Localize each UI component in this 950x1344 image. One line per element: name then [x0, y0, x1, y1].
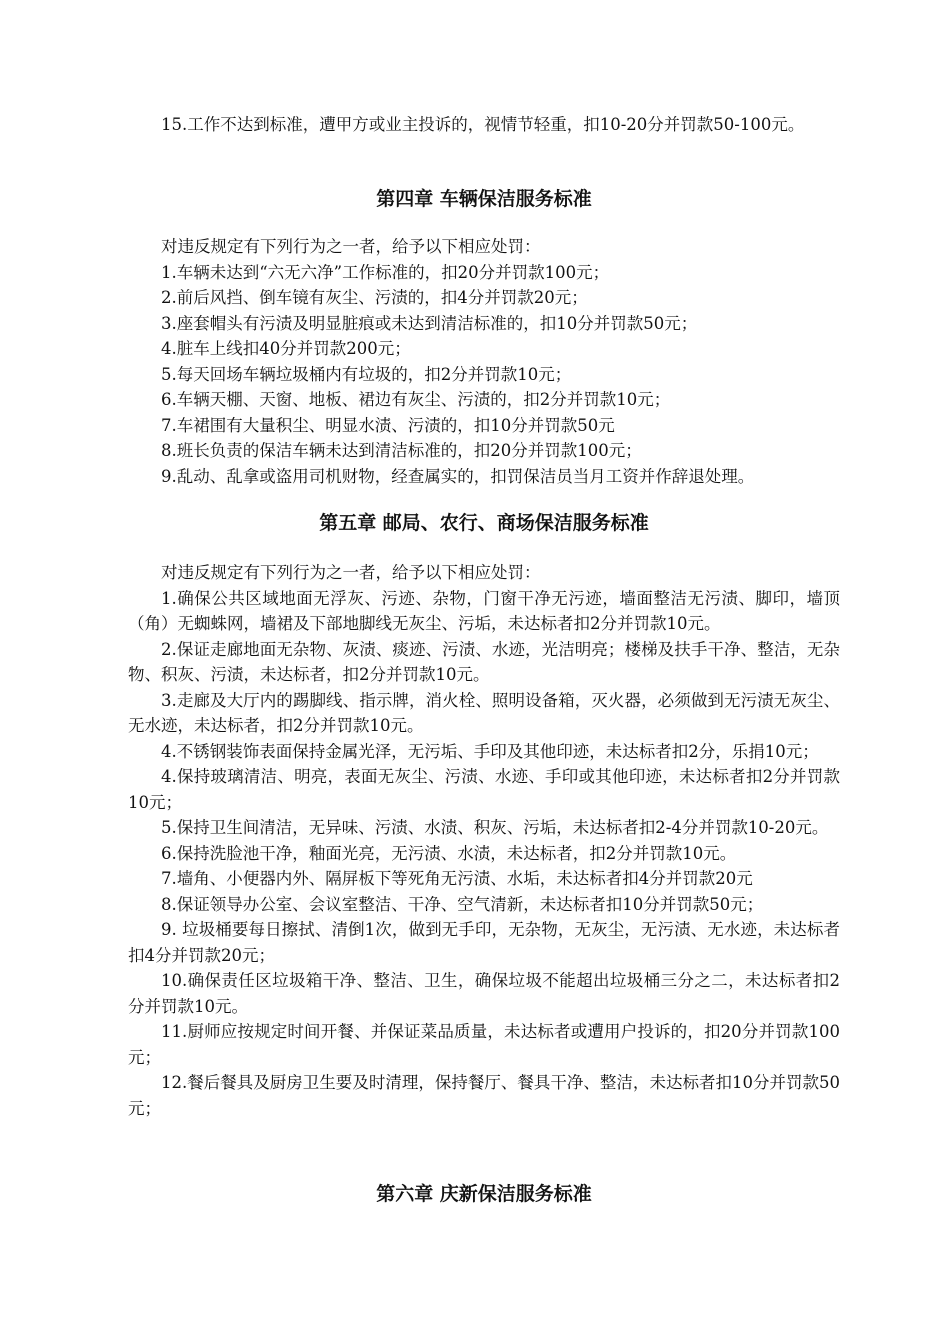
chapter4-item: 1.车辆未达到“六无六净”工作标准的，扣20分并罚款100元；: [161, 262, 610, 282]
chapter5-item: 5.保持卫生间清洁，无异味、污渍、水渍、积灰、污垢，未达标者扣2-4分并罚款10-20元。: [161, 818, 829, 837]
chapter6-title: 第六章 庆新保洁服务标准: [376, 1183, 592, 1205]
chapter4-item: 7.车裙围有大量积尘、明显水渍、污渍的，扣10分并罚款50元: [161, 415, 615, 435]
chapter5-item: 7.墙角、小便器内外、隔屏板下等死角无污渍、水垢，未达标者扣4分并罚款20元: [161, 869, 753, 888]
chapter5-item: 11.厨师应按规定时间开餐、并保证菜品质量，未达标者或遭用户投诉的，扣20分并罚款100元；: [128, 1022, 840, 1067]
chapter5-heading-wrap: [128, 509, 840, 537]
item-15: 15.工作不达到标准，遭甲方或业主投诉的，视情节轻重，扣10-20分并罚款50-100元。: [161, 115, 805, 134]
chapter4-item: 2.前后风挡、倒车镜有灰尘、污渍的，扣4分并罚款20元；: [161, 288, 588, 307]
chapter4-item: 5.每天回场车辆垃圾桶内有垃圾的，扣2分并罚款10元；: [161, 364, 572, 384]
chapter4-item: 6.车辆天棚、天窗、地板、裙边有灰尘、污渍的，扣2分并罚款10元；: [161, 390, 671, 409]
chapter5-item: 8.保证领导办公室、会议室整洁、干净、空气清新，未达标者扣10分并罚款50元；: [161, 894, 764, 914]
chapter4-body: [128, 234, 840, 489]
chapter5-item: 1.确保公共区域地面无浮灰、污迹、杂物，门窗干净无污迹，墙面整洁无污渍、脚印，墙顶（角）无蜘蛛网，墙裙及下部地脚线无灰尘、污垢，未达标者扣2分并罚款10元。: [128, 588, 840, 633]
chapter4-title: 第四章 车辆保洁服务标准: [376, 188, 592, 210]
chapter5-body: [128, 560, 840, 1121]
chapter6-heading-wrap: [128, 1180, 840, 1208]
chapter5-item: 12.餐后餐具及厨房卫生要及时清理，保持餐厅、餐具干净、整洁，未达标者扣10分并罚款50元；: [128, 1073, 840, 1118]
chapter4-item: 3.座套帽头有污渍及明显脏痕或未达到清洁标准的，扣10分并罚款50元；: [161, 313, 698, 333]
chapter5-item: 4.保持玻璃清洁、明亮，表面无灰尘、污渍、水迹、手印或其他印迹，未达标者扣2分并罚款10元；: [128, 767, 840, 812]
chapter5-intro: 对违反规定有下列行为之一者，给予以下相应处罚：: [161, 563, 541, 582]
chapter5-item: 6.保持洗脸池干净，釉面光亮，无污渍、水渍，未达标者，扣2分并罚款10元。: [161, 843, 737, 863]
chapter5-item: 4.不锈钢装饰表面保持金属光泽，无污垢、手印及其他印迹，未达标者扣2分，乐捐10元；: [161, 741, 819, 761]
chapter5-item: 3.走廊及大厅内的踢脚线、指示牌，消火栓、照明设备箱，灭火器，必须做到无污渍无灰尘、无水迹，未达标者，扣2分并罚款10元。: [128, 690, 840, 735]
chapter4-heading-wrap: [128, 185, 840, 213]
top-section: [128, 112, 840, 138]
chapter5-item: 10.确保责任区垃圾箱干净、整洁、卫生，确保垃圾不能超出垃圾桶三分之二，未达标者扣2分并罚款10元。: [128, 971, 840, 1016]
chapter4-intro: 对违反规定有下列行为之一者，给予以下相应处罚：: [161, 237, 541, 256]
chapter4-item: 8.班长负责的保洁车辆未达到清洁标准的，扣20分并罚款100元；: [161, 441, 642, 460]
chapter5-title: 第五章 邮局、农行、商场保洁服务标准: [319, 512, 649, 534]
chapter4-item: 4.脏车上线扣40分并罚款200元；: [161, 339, 411, 358]
chapter5-item: 2.保证走廊地面无杂物、灰渍、痰迹、污渍、水迹，光洁明亮；楼梯及扶手干净、整洁，无杂物、积灰、污渍，未达标者，扣2分并罚款10元。: [128, 639, 840, 684]
chapter5-item: 9. 垃圾桶要每日擦拭、清倒1次，做到无手印，无杂物，无灰尘，无污渍、无水迹，未达标者扣4分并罚款20元；: [128, 920, 840, 965]
chapter4-item: 9.乱动、乱拿或盗用司机财物，经查属实的，扣罚保洁员当月工资并作辞退处理。: [161, 466, 755, 486]
